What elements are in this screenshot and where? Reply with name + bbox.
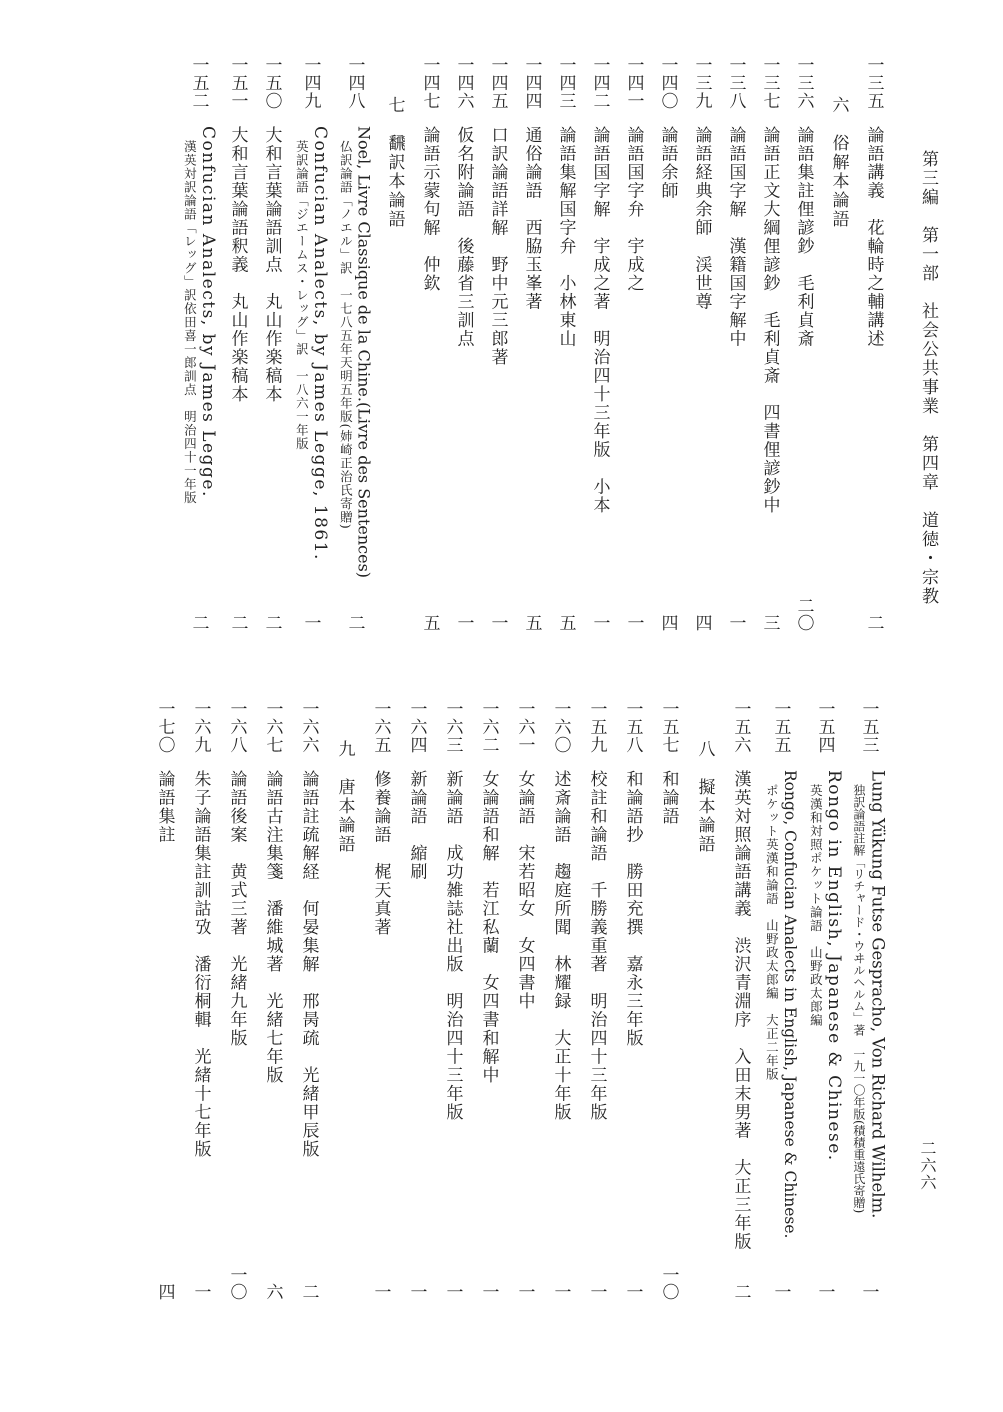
entry-count: 一 xyxy=(814,1283,835,1300)
catalog-entry xyxy=(481,56,515,631)
entry-number: 一五六 xyxy=(730,700,751,754)
catalog-entry xyxy=(447,56,481,631)
entry-count: 二 xyxy=(188,614,209,631)
entry-count: 一 xyxy=(550,1283,571,1300)
entry-number: 一四七 xyxy=(419,56,440,110)
entry-count: 一 xyxy=(623,614,644,631)
entry-number: 一五一 xyxy=(227,56,248,110)
catalog-entry xyxy=(803,700,847,1300)
entry-title: Confucian Analects, by James Legge. xyxy=(197,126,218,498)
catalog-entry xyxy=(579,700,615,1300)
entry-number: 一六二 xyxy=(478,700,499,754)
entry-title: 論語国字解 漢籍国字解中 xyxy=(725,126,746,348)
entry-count: 一 xyxy=(478,1283,499,1300)
entry-number: 一五八 xyxy=(622,700,643,754)
entry-subtitle: 独訳論語註解「リチャード・ウヰルヘルム」著 一九一〇年版(積積重遠氏寄贈) xyxy=(851,784,866,1214)
entry-number: 一六〇 xyxy=(550,700,571,754)
entry-count: 五 xyxy=(521,614,542,631)
entry-number: 一六九 xyxy=(190,700,211,754)
entry-number: 一七〇 xyxy=(154,700,175,754)
entry-title: 女論語和解 若江私蘭 女四書和解中 xyxy=(478,770,499,1085)
catalog-entry xyxy=(289,56,333,631)
entry-count: 一 xyxy=(442,1283,463,1300)
catalog-entry xyxy=(177,56,221,631)
entry-count: 四 xyxy=(691,614,712,631)
entry-title: Confucian Analects, by James Legge, 1861. xyxy=(309,126,330,561)
entry-title: 新論語 成功雑誌社出版 明治四十三年版 xyxy=(442,770,463,1122)
catalog-entry xyxy=(857,56,891,631)
entry-number: 一六四 xyxy=(406,700,427,754)
entry-count: 六 xyxy=(262,1283,283,1300)
entry-title: 漢英対照論語講義 渋沢青淵序 入田末男著 大正三年版 xyxy=(730,770,751,1251)
entry-number: 一四五 xyxy=(487,56,508,110)
entry-subtitle: ポケット英漢和論語 山野政太郎編 大正二年版 xyxy=(764,784,780,1081)
section-heading-text: 八 擬本論語 xyxy=(694,740,715,854)
entry-number: 一五九 xyxy=(586,700,607,754)
entry-number: 一四六 xyxy=(453,56,474,110)
catalog-entry xyxy=(147,700,183,1300)
section-heading xyxy=(327,700,363,1300)
catalog-entry xyxy=(617,56,651,631)
entry-subtitle: 英訳論語「ジエームス・レッグ」訳 一八六一年版 xyxy=(294,140,310,451)
entry-number: 一三九 xyxy=(691,56,712,110)
entry-number: 一四〇 xyxy=(657,56,678,110)
catalog-entry xyxy=(651,56,685,631)
entry-count: 二 xyxy=(227,614,248,631)
running-head: 第三編 第一部 社会公共事業 第四章 道徳・宗教 xyxy=(918,150,938,606)
entry-title: 校註和論語 千勝義重著 明治四十三年版 xyxy=(586,770,607,1122)
entry-number: 一五二 xyxy=(188,56,209,110)
catalog-entry xyxy=(787,56,821,631)
entry-count: 二 xyxy=(863,614,884,631)
entry-number: 一四一 xyxy=(623,56,644,110)
entry-number: 一六三 xyxy=(442,700,463,754)
entry-number: 一三五 xyxy=(863,56,884,110)
entry-count: 一 xyxy=(622,1283,643,1300)
entry-title: 論語示蒙句解 仲欽 xyxy=(419,126,440,293)
catalog-entry xyxy=(549,56,583,631)
entry-title: 論語古注集箋 潘維城著 光緒七年版 xyxy=(262,770,283,1085)
entry-title: 論語国字弁 宇成之 xyxy=(623,126,644,293)
entry-title: 女論語 宋若昭女 女四書中 xyxy=(514,770,535,1011)
entry-count: 四 xyxy=(657,614,678,631)
entry-title: Lung Yükung Futse Gespracho, Von Richard Wilhelm. xyxy=(868,770,888,1219)
catalog-entry xyxy=(847,700,891,1300)
entry-count: 一 xyxy=(589,614,610,631)
catalog-entry xyxy=(759,700,803,1300)
section-heading-text: 九 唐本論語 xyxy=(334,740,355,854)
entry-title: Rongo in English, Japanese & Chinese. xyxy=(823,770,844,1162)
catalog-entry xyxy=(719,56,753,631)
entry-title: 論語註疏解経 何晏集解 邢昺疏 光緒甲辰版 xyxy=(298,770,319,1159)
catalog-entry xyxy=(291,700,327,1300)
entry-count: 一 xyxy=(453,614,474,631)
entry-count: 一 xyxy=(586,1283,607,1300)
catalog-entry xyxy=(413,56,447,631)
catalog-entry xyxy=(255,56,289,631)
entry-title: 論語余師 xyxy=(657,126,678,200)
entry-number: 一六六 xyxy=(298,700,319,754)
entry-count: 一 xyxy=(190,1283,211,1300)
entry-title: 修養論語 梶天真著 xyxy=(370,770,391,937)
entry-number: 一四二 xyxy=(589,56,610,110)
entry-count: 一 xyxy=(300,614,321,631)
entry-title: 論語講義 花輪時之輔講述 xyxy=(863,126,884,348)
entry-subtitle: 漢英対訳論語「レッグ」訳依田喜一郎訓点 明治四十一年版 xyxy=(182,140,198,505)
entry-count: 二 xyxy=(261,614,282,631)
entry-count: 一 xyxy=(487,614,508,631)
catalog-entry xyxy=(471,700,507,1300)
entry-count: 一〇 xyxy=(658,1266,679,1300)
entry-number: 一四三 xyxy=(555,56,576,110)
entry-number: 一六八 xyxy=(226,700,247,754)
catalog-entry xyxy=(685,56,719,631)
section-heading-text: 六 俗解本論語 xyxy=(828,96,849,229)
entry-number: 一五五 xyxy=(770,700,791,754)
entry-title: Noel, Livre Classique de la Chine.(Livre des Sentences) xyxy=(354,126,374,579)
catalog-entry xyxy=(543,700,579,1300)
entry-number: 一六七 xyxy=(262,700,283,754)
entry-title: 朱子論語集註訓詁攷 潘衍桐輯 光緒十七年版 xyxy=(190,770,211,1159)
entry-title: 論語後案 黄式三著 光緒九年版 xyxy=(226,770,247,1048)
entry-title: 述斎論語 趨庭所聞 林耀録 大正十年版 xyxy=(550,770,571,1122)
catalog-entry xyxy=(515,56,549,631)
entry-count: 二 xyxy=(730,1283,751,1300)
entry-subtitle: 仏訳論語「ノエル」訳 一七八五年天明五年版(姉崎正治氏寄贈) xyxy=(338,140,354,530)
section-heading-text: 七 飜訳本論語 xyxy=(384,96,405,229)
catalog-entry xyxy=(255,700,291,1300)
entry-count: 二 xyxy=(298,1283,319,1300)
catalog-entry xyxy=(219,700,255,1300)
entry-number: 一四九 xyxy=(300,56,321,110)
entry-count: 一 xyxy=(858,1283,879,1300)
entry-number: 一六一 xyxy=(514,700,535,754)
entry-number: 一三八 xyxy=(725,56,746,110)
catalog-entry xyxy=(183,700,219,1300)
catalog-entry xyxy=(333,56,377,631)
entry-count: 一 xyxy=(770,1283,791,1300)
entry-title: 和論語 xyxy=(658,770,679,826)
entry-number: 一五三 xyxy=(858,700,879,754)
entry-number: 一四八 xyxy=(344,56,365,110)
entry-title: 大和言葉論語訓点 丸山作楽稿本 xyxy=(261,126,282,404)
catalog-bottom-band xyxy=(62,700,891,1300)
entry-count: 一〇 xyxy=(226,1266,247,1300)
catalog-entry xyxy=(507,700,543,1300)
entry-number: 一四四 xyxy=(521,56,542,110)
entry-count: 一 xyxy=(370,1283,391,1300)
entry-title: 論語国字解 宇成之著 明治四十三年版 小本 xyxy=(589,126,610,515)
entry-title: 大和言葉論語釈義 丸山作楽稿本 xyxy=(227,126,248,404)
entry-count: 二 xyxy=(344,614,365,631)
catalog-entry xyxy=(651,700,687,1300)
entry-count: 一 xyxy=(514,1283,535,1300)
entry-title: 論語経典余師 渓世尊 xyxy=(691,126,712,311)
section-heading xyxy=(377,56,413,631)
entry-number: 一五七 xyxy=(658,700,679,754)
entry-title: 新論語 縮刷 xyxy=(406,770,427,881)
entry-count: 四 xyxy=(154,1283,175,1300)
catalog-entry xyxy=(753,56,787,631)
entry-subtitle: 英漢和対照ポケット論語 山野政太郎編 xyxy=(808,784,824,1027)
entry-title: 仮名附論語 後藤省三訓点 xyxy=(453,126,474,348)
entry-count: 三 xyxy=(759,614,780,631)
catalog-entry xyxy=(615,700,651,1300)
entry-number: 一五四 xyxy=(814,700,835,754)
entry-number: 一三七 xyxy=(759,56,780,110)
entry-title: Rongo, Confucian Analects in English, Japanese & Chinese. xyxy=(780,770,799,1239)
catalog-entry xyxy=(221,56,255,631)
entry-count: 一 xyxy=(725,614,746,631)
entry-title: 和論語抄 勝田充撰 嘉永三年版 xyxy=(622,770,643,1048)
entry-count: 五 xyxy=(555,614,576,631)
catalog-entry xyxy=(363,700,399,1300)
catalog-entry xyxy=(399,700,435,1300)
entry-title: 口訳論語詳解 野中元三郎著 xyxy=(487,126,508,367)
catalog-top-band xyxy=(62,56,891,631)
entry-count: 二〇 xyxy=(793,597,814,631)
entry-number: 一五〇 xyxy=(261,56,282,110)
entry-title: 論語集註俚諺鈔 毛利貞斎 xyxy=(793,126,814,348)
entry-number: 一三六 xyxy=(793,56,814,110)
catalog-entry xyxy=(723,700,759,1300)
catalog-entry xyxy=(583,56,617,631)
entry-count: 一 xyxy=(406,1283,427,1300)
entry-number: 一六五 xyxy=(370,700,391,754)
entry-title: 論語正文大綱俚諺鈔 毛利貞斎 四書俚諺鈔中 xyxy=(759,126,780,515)
entry-title: 論語集解国字弁 小林東山 xyxy=(555,126,576,348)
entry-title: 通俗論語 西脇玉峯著 xyxy=(521,126,542,311)
entry-count: 五 xyxy=(419,614,440,631)
section-heading xyxy=(687,700,723,1300)
section-heading xyxy=(821,56,857,631)
entry-title: 論語集註 xyxy=(154,770,175,844)
page-number: 二六六 xyxy=(918,1140,937,1191)
catalog-entry xyxy=(435,700,471,1300)
